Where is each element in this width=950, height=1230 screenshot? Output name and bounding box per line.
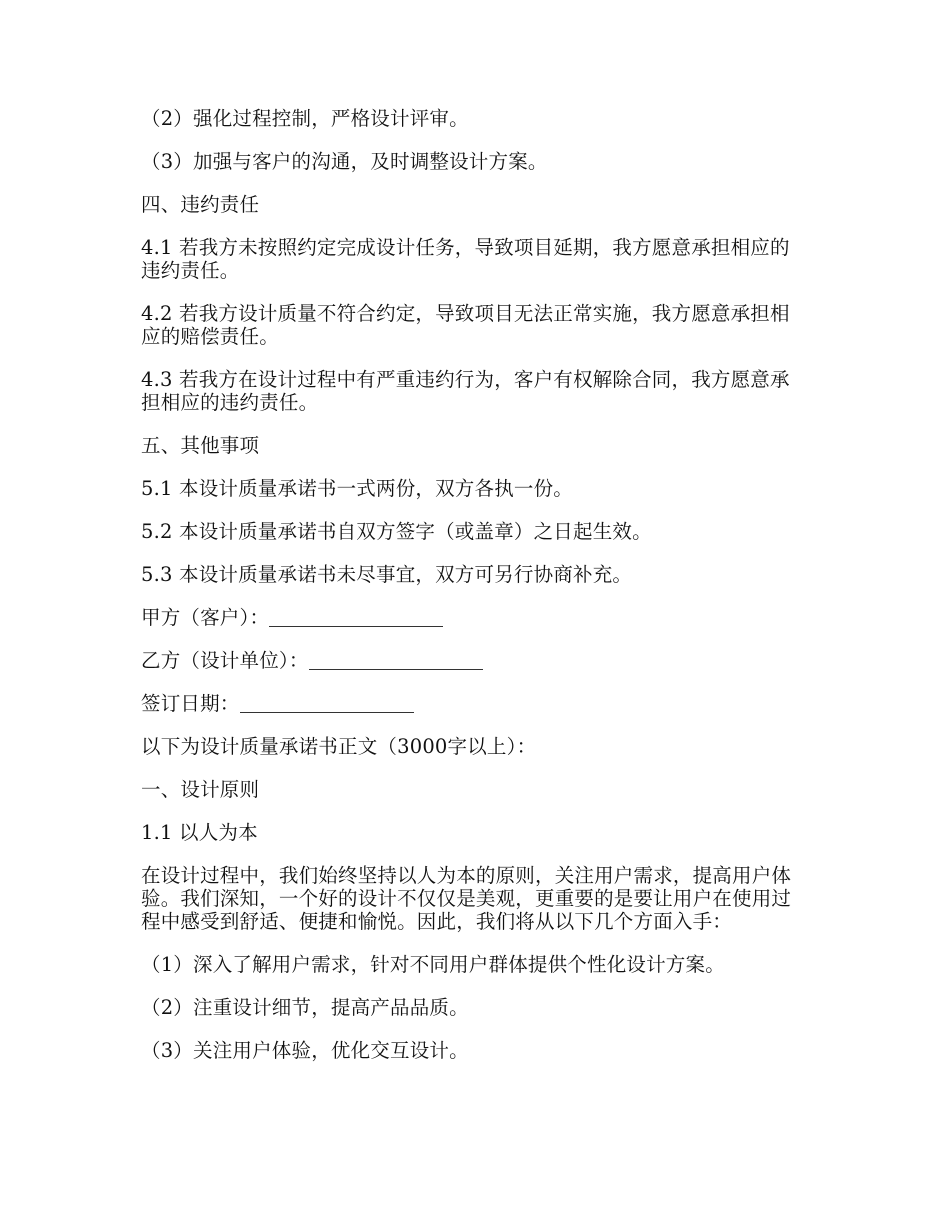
clause-5-3: 5.3 本设计质量承诺书未尽事宜，双方可另行协商补充。	[141, 563, 633, 586]
clause-5-1: 5.1 本设计质量承诺书一式两份，双方各执一份。	[141, 477, 574, 500]
document-page	[141, 107, 801, 1207]
section-heading-breach: 四、违约责任	[141, 193, 260, 216]
party-a-label: 甲方（客户）：	[141, 606, 270, 629]
party-a-blank	[269, 626, 443, 627]
signature-line-party-a	[141, 606, 801, 629]
list-item-user-needs: （1）深入了解用户需求，针对不同用户群体提供个性化设计方案。	[141, 953, 725, 976]
list-item-client-communication: （3）加强与客户的沟通，及时调整设计方案。	[141, 150, 548, 173]
clause-4-1: 4.1 若我方未按照约定完成设计任务，导致项目延期，我方愿意承担相应的违约责任。	[141, 236, 790, 282]
party-b-label: 乙方（设计单位）：	[141, 649, 309, 672]
sign-date-blank	[240, 712, 414, 713]
signature-line-party-b	[141, 649, 801, 672]
clause-4-2: 4.2 若我方设计质量不符合约定，导致项目无法正常实施，我方愿意承担相应的赔偿责任。	[141, 302, 790, 348]
sign-date-label: 签订日期：	[141, 692, 240, 715]
clause-4-3: 4.3 若我方在设计过程中有严重违约行为，客户有权解除合同，我方愿意承担相应的违约责任。	[141, 368, 790, 414]
party-b-blank	[309, 669, 483, 670]
clause-5-2: 5.2 本设计质量承诺书自双方签字（或盖章）之日起生效。	[141, 520, 652, 543]
signature-line-date	[141, 692, 801, 715]
list-item-design-details: （2）注重设计细节，提高产品品质。	[141, 996, 469, 1019]
section-heading-other: 五、其他事项	[141, 434, 260, 457]
list-item-user-experience: （3）关注用户体验，优化交互设计。	[141, 1039, 469, 1062]
section-heading-principles: 一、设计原则	[141, 778, 260, 801]
body-intro: 以下为设计质量承诺书正文（3000字以上）：	[141, 735, 537, 758]
list-item-strengthen-control: （2）强化过程控制，严格设计评审。	[141, 107, 469, 130]
paragraph-people-oriented: 在设计过程中，我们始终坚持以人为本的原则，关注用户需求，提高用户体验。我们深知，一个好的设计不仅仅是美观，更重要的是要让用户在使用过程中感受到舒适、便捷和愉悦。因此，我们将从以下几个方面入手：	[141, 864, 792, 933]
subheading-1-1: 1.1 以人为本	[141, 821, 258, 844]
